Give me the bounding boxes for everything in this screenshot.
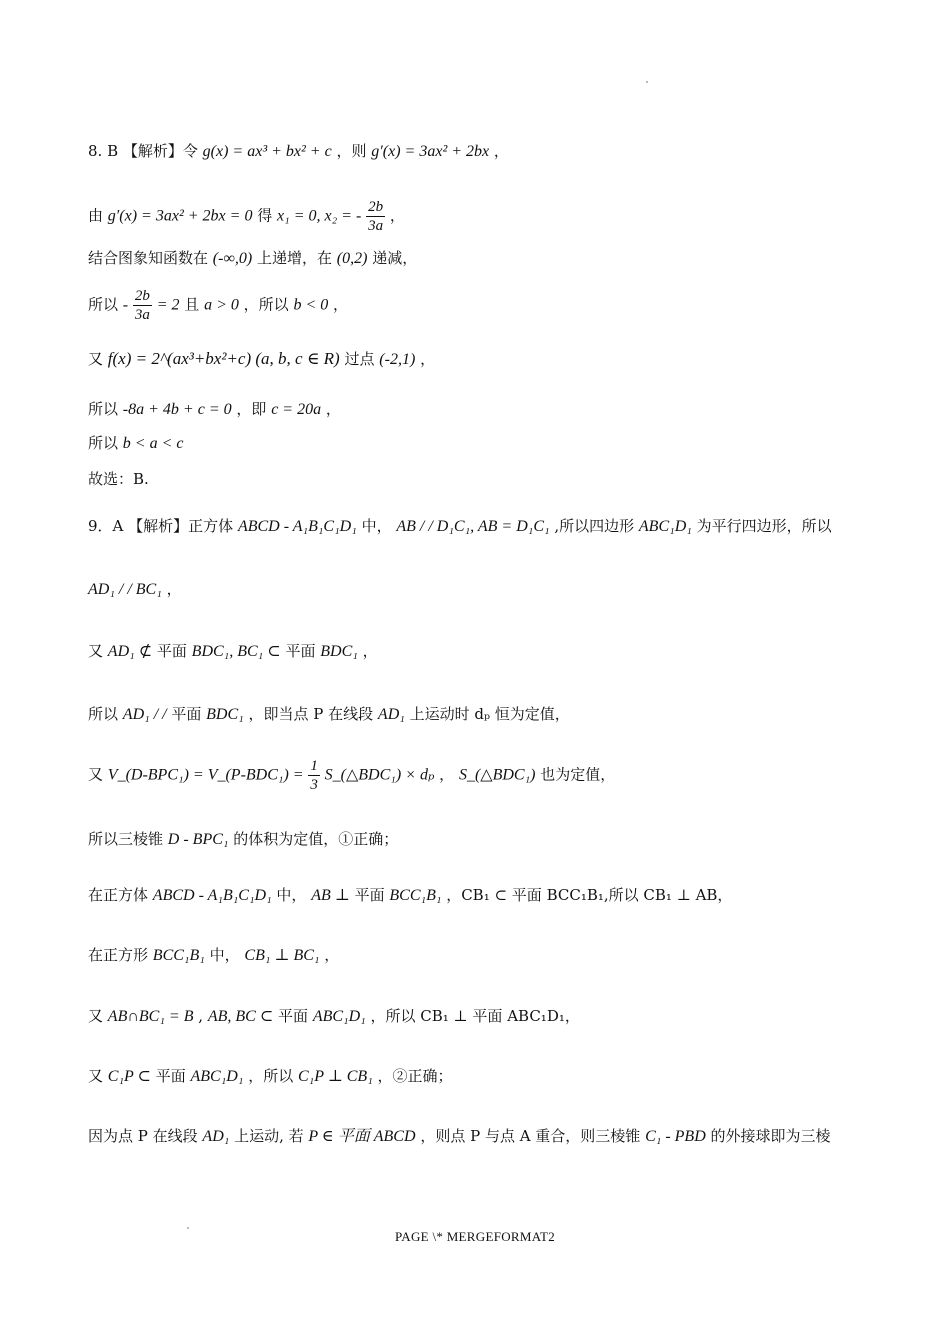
- text-span: 平面: [156, 642, 187, 660]
- text-span: 过点: [344, 350, 375, 368]
- text-line: [88, 348, 870, 371]
- formula: AB∩BC₁ = B: [107, 1008, 194, 1025]
- formula: (0,2): [336, 250, 368, 267]
- text-span: 中，: [361, 517, 392, 535]
- text-span: ，: [324, 946, 340, 964]
- text-line: [88, 140, 870, 163]
- text-span: ，: [389, 206, 405, 225]
- text-span: ，: [333, 295, 349, 314]
- formula: (-2,1): [379, 351, 416, 368]
- formula: C₁P ⊂: [107, 1068, 151, 1085]
- text-span: 又: [88, 765, 104, 784]
- formula: = 2: [156, 296, 180, 314]
- text-line: [88, 468, 870, 490]
- text-line: [88, 828, 870, 851]
- fraction: $\frac{2b}{3a}$: [368, 199, 384, 234]
- text-line: [88, 1065, 870, 1088]
- text-span: ，则点 P 与点 A 重合，则三棱锥: [420, 1127, 641, 1145]
- text-line: [88, 198, 870, 235]
- artifact-dot: [646, 81, 648, 83]
- text-span: 结合图象知函数在: [88, 249, 209, 267]
- formula: AD₁ / / BC₁: [88, 581, 162, 598]
- text-line: [88, 640, 870, 663]
- text-line: [88, 287, 870, 324]
- text-span: 递减，: [372, 249, 418, 267]
- formula: AD₁ ⊄: [107, 643, 153, 660]
- text-span: 又: [88, 642, 104, 660]
- formula: P ∈ 平面 ABCD: [308, 1128, 416, 1145]
- text-span: ，所以 CB₁ ⊥ 平面 ABC₁D₁，: [370, 1007, 580, 1025]
- text-span: 上运动时 dₚ 恒为定值，: [409, 705, 570, 723]
- formula: S_(△BDC₁): [458, 766, 536, 784]
- formula: AD₁: [377, 706, 405, 723]
- formula: CB₁ ⊥ BC₁: [244, 947, 320, 964]
- text-span: 所以: [88, 705, 119, 723]
- text-span: ，: [325, 400, 341, 418]
- formula: BDC₁, BC₁ ⊂: [191, 643, 281, 660]
- text-line: [88, 398, 870, 421]
- text-span: 所以: [88, 434, 119, 452]
- text-span: 8. B 【解析】令: [88, 142, 198, 160]
- formula: g′(x) = 3ax² + 2bx = 0: [107, 207, 253, 225]
- text-span: ，: [420, 350, 436, 368]
- text-span: ,所以四边形: [554, 517, 635, 535]
- text-line: [88, 578, 870, 601]
- text-span: 上递增，在: [256, 249, 332, 267]
- text-span: ，则: [336, 142, 367, 160]
- formula: BDC₁: [320, 643, 358, 660]
- text-span: 又: [88, 1007, 104, 1025]
- formula: ABC₁D₁: [638, 518, 692, 535]
- text-span: ，: [362, 642, 378, 660]
- text-span: ，即: [236, 400, 267, 418]
- text-span: 得: [257, 206, 273, 225]
- formula: BDC₁: [206, 706, 244, 723]
- formula: ABC₁D₁: [190, 1068, 244, 1085]
- formula: AB / / D₁C₁, AB = D₁C₁: [396, 518, 550, 535]
- formula: g(x) = ax³ + bx² + c: [202, 143, 332, 160]
- text-span: ，: [439, 765, 455, 784]
- text-span: ，所以: [243, 295, 289, 314]
- text-span: 平面: [285, 642, 316, 660]
- formula: D - BPC₁: [167, 831, 229, 848]
- formula: ABC₁D₁: [312, 1008, 366, 1025]
- text-span: ,: [198, 1007, 204, 1025]
- text-span: 因为点 P 在线段: [88, 1127, 198, 1145]
- text-span: ，: [166, 580, 182, 598]
- formula: -8a + 4b + c = 0: [122, 401, 232, 418]
- formula: (-∞,0): [212, 250, 253, 267]
- page-footer: PAGE \* MERGEFORMAT2: [394, 1229, 556, 1244]
- formula: f(x) = 2^(ax³+bx²+c) (a, b, c ∈ R): [107, 349, 340, 368]
- text-span: 为平行四边形，所以: [696, 517, 832, 535]
- text-span: 平面: [278, 1007, 309, 1025]
- text-span: 在正方形: [88, 946, 149, 964]
- formula: BCC₁B₁: [389, 887, 442, 904]
- formula: AB, BC ⊂: [207, 1008, 274, 1025]
- formula: AD₁ / /: [122, 706, 167, 723]
- text-span: 中，: [276, 886, 307, 904]
- formula: b < 0: [293, 296, 329, 314]
- formula: C₁ - PBD: [645, 1128, 706, 1145]
- text-span: 上运动, 若: [234, 1127, 304, 1145]
- text-span: 故选：B.: [88, 470, 149, 488]
- formula: AD₁: [202, 1128, 230, 1145]
- fraction: $\frac{1}{3}$: [310, 758, 318, 793]
- fraction: $\frac{2b}{3a}$: [134, 288, 150, 323]
- text-span: ，即当点 P 在线段: [248, 705, 374, 723]
- text-span: 中，: [209, 946, 240, 964]
- formula: x₁ = 0, x₂ = -: [277, 207, 362, 225]
- formula: BCC₁B₁: [152, 947, 205, 964]
- text-span: 平面: [155, 1067, 186, 1085]
- text-span: ，所以: [248, 1067, 294, 1085]
- formula: V_(D-BPC₁) = V_(P-BDC₁) =: [107, 766, 304, 784]
- formula: a > 0: [204, 296, 239, 314]
- text-line: [88, 1125, 870, 1148]
- text-line: [88, 757, 870, 794]
- text-line: [88, 247, 870, 270]
- text-line: [88, 944, 870, 967]
- text-line: [88, 703, 870, 726]
- text-line: [88, 884, 870, 907]
- text-span: 的体积为定值，①正确；: [233, 830, 399, 848]
- formula: c = 20a: [271, 401, 322, 418]
- text-span: 平面: [171, 705, 202, 723]
- text-span: ，CB₁ ⊂ 平面 BCC₁B₁,所以 CB₁ ⊥ AB，: [446, 886, 733, 904]
- text-line: [88, 432, 870, 455]
- text-span: 又: [88, 350, 104, 368]
- text-span: 所以: [88, 295, 119, 314]
- text-span: 也为定值，: [540, 765, 616, 784]
- text-span: 的外接球即为三棱: [710, 1127, 831, 1145]
- formula: ABCD - A₁B₁C₁D₁: [152, 887, 272, 904]
- text-span: 9．A 【解析】正方体: [88, 517, 234, 535]
- text-span: 所以三棱锥: [88, 830, 164, 848]
- formula: -: [122, 296, 129, 314]
- text-span: 由: [88, 206, 104, 225]
- formula: b < a < c: [122, 435, 184, 452]
- text-span: ，: [493, 142, 509, 160]
- text-line: [88, 1005, 870, 1028]
- formula: g′(x) = 3ax² + 2bx: [371, 143, 490, 160]
- text-span: 且: [184, 295, 200, 314]
- text-line: [88, 515, 870, 538]
- text-span: 所以: [88, 400, 119, 418]
- formula: C₁P ⊥ CB₁: [297, 1068, 373, 1085]
- formula: AB ⊥: [311, 887, 350, 904]
- text-span: 又: [88, 1067, 104, 1085]
- text-span: 平面: [354, 886, 385, 904]
- formula: ABCD - A₁B₁C₁D₁: [237, 518, 357, 535]
- text-span: ，②正确；: [377, 1067, 453, 1085]
- text-span: 在正方体: [88, 886, 149, 904]
- formula: S_(△BDC₁) × dₚ: [324, 766, 435, 784]
